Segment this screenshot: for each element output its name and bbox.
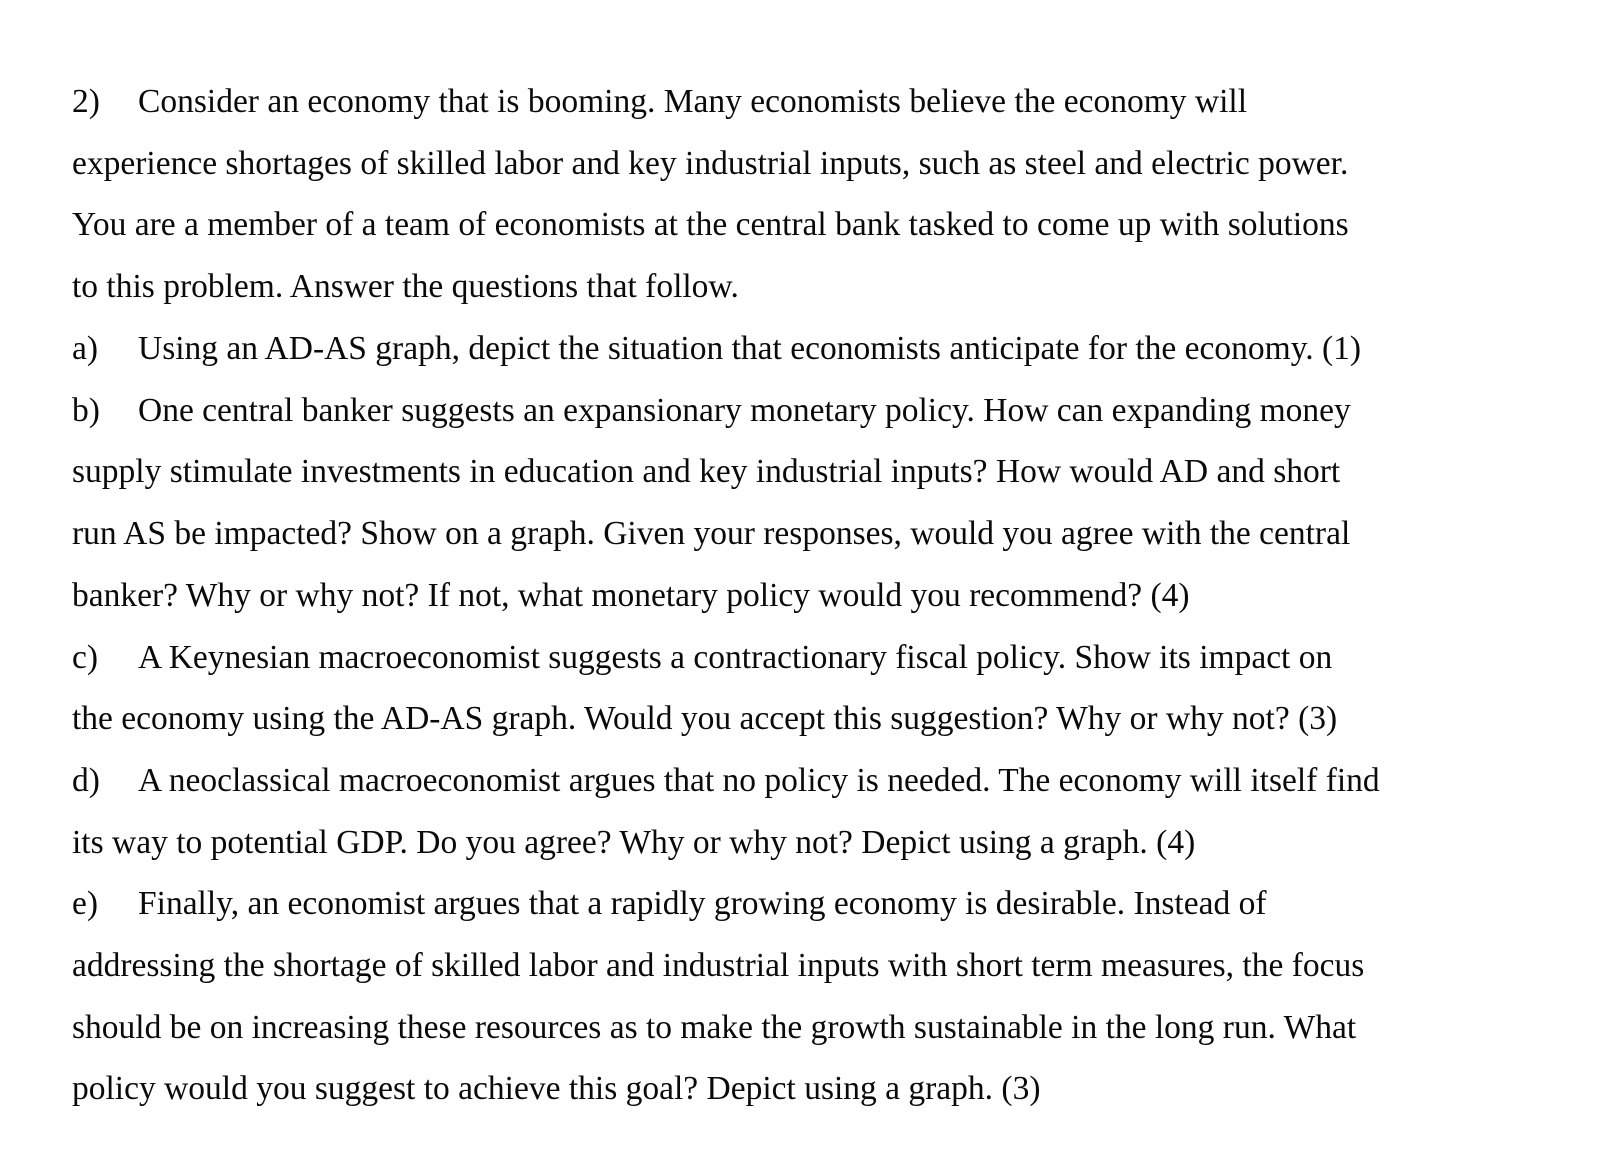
part-c-line-2: the economy using the AD-AS graph. Would you accept this suggestion? Why or why not? (3) bbox=[72, 700, 1338, 737]
part-b-line-1 bbox=[72, 391, 1351, 431]
part-c-label: c) bbox=[72, 639, 99, 676]
part-a-label: a) bbox=[72, 330, 99, 367]
question-intro-line-4: to this problem. Answer the questions that follow. bbox=[72, 268, 739, 305]
part-e-line-1 bbox=[72, 884, 1266, 924]
part-e-text: Finally, an economist argues that a rapidly growing economy is desirable. Instead of bbox=[138, 885, 1267, 922]
part-b-label: b) bbox=[72, 392, 100, 429]
question-intro-line-2: experience shortages of skilled labor and key industrial inputs, such as steel and electric power. bbox=[72, 145, 1349, 182]
part-b-line-2: supply stimulate investments in education and key industrial inputs? How would AD and short bbox=[72, 453, 1341, 490]
part-a-text: Using an AD-AS graph, depict the situation that economists anticipate for the economy. (1) bbox=[138, 330, 1362, 367]
part-b-line-3: run AS be impacted? Show on a graph. Given your responses, would you agree with the central bbox=[72, 515, 1351, 552]
part-e-line-3: should be on increasing these resources as to make the growth sustainable in the long run. What bbox=[72, 1009, 1357, 1046]
part-d-line-1 bbox=[72, 761, 1380, 801]
part-e-label: e) bbox=[72, 885, 99, 922]
part-d-label: d) bbox=[72, 762, 100, 799]
question-intro-text: Consider an economy that is booming. Many economists believe the economy will bbox=[138, 83, 1248, 120]
question-intro-line-1 bbox=[72, 82, 1247, 122]
part-c-line-1 bbox=[72, 638, 1332, 678]
part-e-line-2: addressing the shortage of skilled labor and industrial inputs with short term measures, the focus bbox=[72, 947, 1365, 984]
question-number: 2) bbox=[72, 83, 100, 120]
part-d-text: A neoclassical macroeconomist argues that no policy is needed. The economy will itself find bbox=[138, 762, 1380, 799]
part-a-line-1 bbox=[72, 329, 1361, 369]
part-b-line-4: banker? Why or why not? If not, what monetary policy would you recommend? (4) bbox=[72, 577, 1190, 614]
part-d-line-2: its way to potential GDP. Do you agree? Why or why not? Depict using a graph. (4) bbox=[72, 824, 1196, 861]
part-c-text: A Keynesian macroeconomist suggests a contractionary fiscal policy. Show its impact on bbox=[138, 639, 1333, 676]
part-e-line-4: policy would you suggest to achieve this goal? Depict using a graph. (3) bbox=[72, 1070, 1041, 1107]
part-b-text: One central banker suggests an expansionary monetary policy. How can expanding money bbox=[138, 392, 1351, 429]
question-intro-line-3: You are a member of a team of economists at the central bank tasked to come up with solutions bbox=[72, 206, 1349, 243]
